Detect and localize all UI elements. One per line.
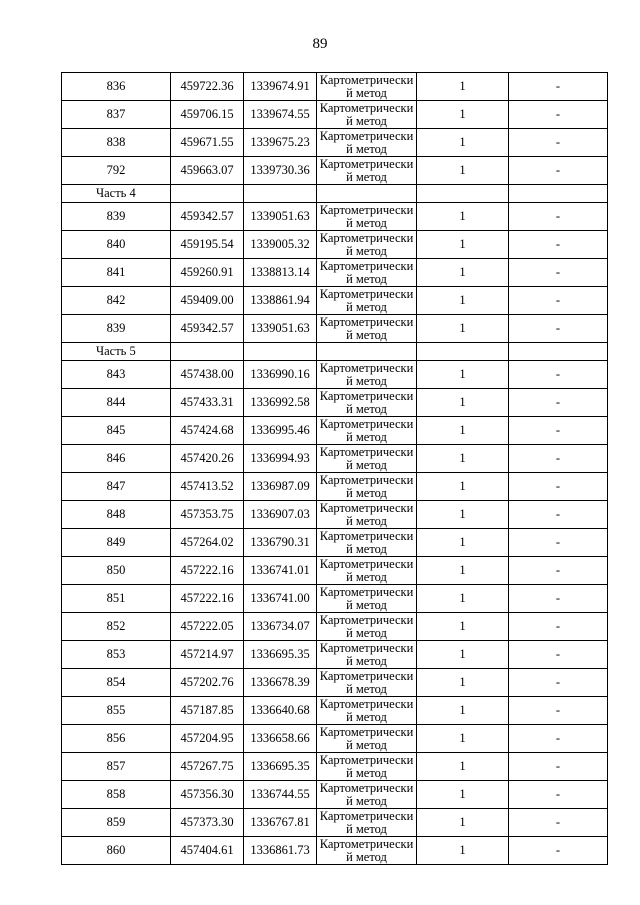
method-cell bbox=[317, 231, 417, 259]
y-coordinate-cell: 1336741.01 bbox=[244, 557, 317, 585]
method-line-1: Картометрически bbox=[319, 315, 414, 329]
method-line-2: й метод bbox=[346, 654, 387, 668]
table-row bbox=[62, 837, 608, 865]
x-coordinate-cell: 457204.95 bbox=[171, 725, 244, 753]
x-coordinate-cell: 459342.57 bbox=[171, 315, 244, 343]
point-number-cell: 859 bbox=[62, 809, 171, 837]
description-cell: - bbox=[509, 557, 608, 585]
point-number-cell: 853 bbox=[62, 641, 171, 669]
x-coordinate-cell: 459342.57 bbox=[171, 203, 244, 231]
x-coordinate-cell: 457214.97 bbox=[171, 641, 244, 669]
y-coordinate-cell: 1336987.09 bbox=[244, 473, 317, 501]
x-coordinate-cell: 459260.91 bbox=[171, 259, 244, 287]
method-line-2: й метод bbox=[346, 626, 387, 640]
method-line-1: Картометрически bbox=[319, 129, 414, 143]
description-cell: - bbox=[509, 837, 608, 865]
accuracy-cell: 1 bbox=[417, 287, 509, 315]
method-line-2: й метод bbox=[346, 86, 387, 100]
method-line-2: й метод bbox=[346, 850, 387, 864]
description-cell: - bbox=[509, 753, 608, 781]
y-coordinate-cell: 1336907.03 bbox=[244, 501, 317, 529]
description-cell: - bbox=[509, 725, 608, 753]
y-coordinate-cell: 1336992.58 bbox=[244, 389, 317, 417]
y-coordinate-cell: 1339674.55 bbox=[244, 101, 317, 129]
y-coordinate-cell: 1336741.00 bbox=[244, 585, 317, 613]
description-cell: - bbox=[509, 529, 608, 557]
x-coordinate-cell: 457222.16 bbox=[171, 557, 244, 585]
y-coordinate-cell: 1336744.55 bbox=[244, 781, 317, 809]
y-coordinate-cell: 1339675.23 bbox=[244, 129, 317, 157]
point-number-cell: 854 bbox=[62, 669, 171, 697]
point-number-cell: 855 bbox=[62, 697, 171, 725]
method-line-2: й метод bbox=[346, 598, 387, 612]
empty-cell bbox=[417, 185, 509, 203]
method-line-2: й метод bbox=[346, 458, 387, 472]
y-coordinate-cell: 1336640.68 bbox=[244, 697, 317, 725]
table-row bbox=[62, 809, 608, 837]
accuracy-cell: 1 bbox=[417, 361, 509, 389]
coordinates-table bbox=[61, 72, 608, 865]
x-coordinate-cell: 457433.31 bbox=[171, 389, 244, 417]
method-line-2: й метод bbox=[346, 300, 387, 314]
method-line-1: Картометрически bbox=[319, 557, 414, 571]
method-cell bbox=[317, 129, 417, 157]
empty-cell bbox=[509, 343, 608, 361]
table-row bbox=[62, 725, 608, 753]
y-coordinate-cell: 1339005.32 bbox=[244, 231, 317, 259]
method-cell bbox=[317, 287, 417, 315]
method-cell bbox=[317, 809, 417, 837]
method-line-1: Картометрически bbox=[319, 473, 414, 487]
table-row bbox=[62, 473, 608, 501]
y-coordinate-cell: 1336994.93 bbox=[244, 445, 317, 473]
method-line-2: й метод bbox=[346, 570, 387, 584]
accuracy-cell: 1 bbox=[417, 585, 509, 613]
method-cell bbox=[317, 361, 417, 389]
y-coordinate-cell: 1336767.81 bbox=[244, 809, 317, 837]
method-line-2: й метод bbox=[346, 794, 387, 808]
table-row bbox=[62, 73, 608, 101]
y-coordinate-cell: 1336695.35 bbox=[244, 641, 317, 669]
point-number-cell: 857 bbox=[62, 753, 171, 781]
page-number: 89 bbox=[312, 36, 328, 52]
empty-cell bbox=[317, 343, 417, 361]
accuracy-cell: 1 bbox=[417, 203, 509, 231]
table-row bbox=[62, 585, 608, 613]
accuracy-cell: 1 bbox=[417, 529, 509, 557]
method-cell bbox=[317, 585, 417, 613]
method-line-1: Картометрически bbox=[319, 641, 414, 655]
empty-cell bbox=[417, 343, 509, 361]
point-number-cell: 846 bbox=[62, 445, 171, 473]
description-cell: - bbox=[509, 231, 608, 259]
x-coordinate-cell: 457267.75 bbox=[171, 753, 244, 781]
method-cell bbox=[317, 557, 417, 585]
table-row bbox=[62, 417, 608, 445]
method-line-1: Картометрически bbox=[319, 389, 414, 403]
empty-cell bbox=[171, 185, 244, 203]
point-number-cell: 841 bbox=[62, 259, 171, 287]
table-row bbox=[62, 445, 608, 473]
method-line-1: Картометрически bbox=[319, 231, 414, 245]
x-coordinate-cell: 457420.26 bbox=[171, 445, 244, 473]
point-number-cell: 843 bbox=[62, 361, 171, 389]
point-number-cell: 858 bbox=[62, 781, 171, 809]
x-coordinate-cell: 457404.61 bbox=[171, 837, 244, 865]
point-number-cell: 851 bbox=[62, 585, 171, 613]
accuracy-cell: 1 bbox=[417, 725, 509, 753]
point-number-cell: 836 bbox=[62, 73, 171, 101]
accuracy-cell: 1 bbox=[417, 417, 509, 445]
method-line-1: Картометрически bbox=[319, 781, 414, 795]
method-line-2: й метод bbox=[346, 766, 387, 780]
description-cell: - bbox=[509, 585, 608, 613]
section-row bbox=[62, 343, 608, 361]
description-cell: - bbox=[509, 445, 608, 473]
point-number-cell: 792 bbox=[62, 157, 171, 185]
x-coordinate-cell: 459706.15 bbox=[171, 101, 244, 129]
point-number-cell: 860 bbox=[62, 837, 171, 865]
description-cell: - bbox=[509, 361, 608, 389]
description-cell: - bbox=[509, 417, 608, 445]
description-cell: - bbox=[509, 287, 608, 315]
point-number-cell: 845 bbox=[62, 417, 171, 445]
description-cell: - bbox=[509, 157, 608, 185]
accuracy-cell: 1 bbox=[417, 445, 509, 473]
empty-cell bbox=[171, 343, 244, 361]
method-cell bbox=[317, 315, 417, 343]
point-number-cell: 839 bbox=[62, 315, 171, 343]
x-coordinate-cell: 459722.36 bbox=[171, 73, 244, 101]
method-line-2: й метод bbox=[346, 682, 387, 696]
method-line-2: й метод bbox=[346, 542, 387, 556]
table-row bbox=[62, 203, 608, 231]
point-number-cell: 852 bbox=[62, 613, 171, 641]
x-coordinate-cell: 457222.16 bbox=[171, 585, 244, 613]
method-line-2: й метод bbox=[346, 272, 387, 286]
method-line-1: Картометрически bbox=[319, 445, 414, 459]
y-coordinate-cell: 1336861.73 bbox=[244, 837, 317, 865]
empty-cell bbox=[317, 185, 417, 203]
x-coordinate-cell: 457187.85 bbox=[171, 697, 244, 725]
method-line-1: Картометрически bbox=[319, 809, 414, 823]
method-cell bbox=[317, 501, 417, 529]
method-cell bbox=[317, 417, 417, 445]
table-row bbox=[62, 669, 608, 697]
table-row bbox=[62, 613, 608, 641]
description-cell: - bbox=[509, 473, 608, 501]
method-line-2: й метод bbox=[346, 114, 387, 128]
y-coordinate-cell: 1338813.14 bbox=[244, 259, 317, 287]
accuracy-cell: 1 bbox=[417, 259, 509, 287]
x-coordinate-cell: 457373.30 bbox=[171, 809, 244, 837]
point-number-cell: 838 bbox=[62, 129, 171, 157]
empty-cell bbox=[509, 185, 608, 203]
method-line-2: й метод bbox=[346, 514, 387, 528]
method-cell bbox=[317, 73, 417, 101]
accuracy-cell: 1 bbox=[417, 753, 509, 781]
table-row bbox=[62, 529, 608, 557]
method-cell bbox=[317, 641, 417, 669]
method-cell bbox=[317, 473, 417, 501]
accuracy-cell: 1 bbox=[417, 837, 509, 865]
y-coordinate-cell: 1339674.91 bbox=[244, 73, 317, 101]
method-line-1: Картометрически bbox=[319, 837, 414, 851]
y-coordinate-cell: 1336995.46 bbox=[244, 417, 317, 445]
description-cell: - bbox=[509, 697, 608, 725]
point-number-cell: 849 bbox=[62, 529, 171, 557]
description-cell: - bbox=[509, 203, 608, 231]
method-cell bbox=[317, 725, 417, 753]
table-row bbox=[62, 641, 608, 669]
accuracy-cell: 1 bbox=[417, 73, 509, 101]
method-line-1: Картометрически bbox=[319, 417, 414, 431]
accuracy-cell: 1 bbox=[417, 129, 509, 157]
method-line-1: Картометрически bbox=[319, 101, 414, 115]
description-cell: - bbox=[509, 613, 608, 641]
accuracy-cell: 1 bbox=[417, 231, 509, 259]
table-row bbox=[62, 697, 608, 725]
accuracy-cell: 1 bbox=[417, 501, 509, 529]
accuracy-cell: 1 bbox=[417, 473, 509, 501]
table-row bbox=[62, 501, 608, 529]
accuracy-cell: 1 bbox=[417, 781, 509, 809]
method-line-2: й метод bbox=[346, 822, 387, 836]
empty-cell bbox=[244, 343, 317, 361]
point-number-cell: 844 bbox=[62, 389, 171, 417]
y-coordinate-cell: 1336990.16 bbox=[244, 361, 317, 389]
table-row bbox=[62, 753, 608, 781]
method-line-1: Картометрически bbox=[319, 613, 414, 627]
method-line-1: Картометрически bbox=[319, 753, 414, 767]
x-coordinate-cell: 457438.00 bbox=[171, 361, 244, 389]
y-coordinate-cell: 1339051.63 bbox=[244, 203, 317, 231]
method-line-2: й метод bbox=[346, 738, 387, 752]
method-line-1: Картометрически bbox=[319, 157, 414, 171]
table-row bbox=[62, 315, 608, 343]
method-line-2: й метод bbox=[346, 170, 387, 184]
point-number-cell: 850 bbox=[62, 557, 171, 585]
method-cell bbox=[317, 613, 417, 641]
x-coordinate-cell: 457264.02 bbox=[171, 529, 244, 557]
description-cell: - bbox=[509, 315, 608, 343]
method-cell bbox=[317, 697, 417, 725]
accuracy-cell: 1 bbox=[417, 157, 509, 185]
x-coordinate-cell: 459663.07 bbox=[171, 157, 244, 185]
description-cell: - bbox=[509, 669, 608, 697]
method-cell bbox=[317, 781, 417, 809]
method-line-1: Картометрически bbox=[319, 73, 414, 87]
table-row bbox=[62, 101, 608, 129]
description-cell: - bbox=[509, 129, 608, 157]
description-cell: - bbox=[509, 501, 608, 529]
accuracy-cell: 1 bbox=[417, 669, 509, 697]
accuracy-cell: 1 bbox=[417, 389, 509, 417]
description-cell: - bbox=[509, 101, 608, 129]
method-line-1: Картометрически bbox=[319, 725, 414, 739]
point-number-cell: 848 bbox=[62, 501, 171, 529]
y-coordinate-cell: 1336658.66 bbox=[244, 725, 317, 753]
y-coordinate-cell: 1336695.35 bbox=[244, 753, 317, 781]
method-cell bbox=[317, 669, 417, 697]
method-line-1: Картометрически bbox=[319, 287, 414, 301]
table-row bbox=[62, 157, 608, 185]
section-label: Часть 4 bbox=[62, 185, 171, 203]
method-line-2: й метод bbox=[346, 430, 387, 444]
method-cell bbox=[317, 157, 417, 185]
table-row bbox=[62, 231, 608, 259]
method-cell bbox=[317, 203, 417, 231]
method-line-2: й метод bbox=[346, 374, 387, 388]
method-line-2: й метод bbox=[346, 328, 387, 342]
x-coordinate-cell: 457413.52 bbox=[171, 473, 244, 501]
method-line-1: Картометрически bbox=[319, 361, 414, 375]
x-coordinate-cell: 457202.76 bbox=[171, 669, 244, 697]
point-number-cell: 847 bbox=[62, 473, 171, 501]
method-cell bbox=[317, 259, 417, 287]
y-coordinate-cell: 1336790.31 bbox=[244, 529, 317, 557]
accuracy-cell: 1 bbox=[417, 809, 509, 837]
x-coordinate-cell: 457424.68 bbox=[171, 417, 244, 445]
method-cell bbox=[317, 837, 417, 865]
method-line-1: Картометрически bbox=[319, 697, 414, 711]
coordinates-table-body bbox=[62, 73, 608, 865]
accuracy-cell: 1 bbox=[417, 613, 509, 641]
method-line-1: Картометрически bbox=[319, 669, 414, 683]
accuracy-cell: 1 bbox=[417, 697, 509, 725]
y-coordinate-cell: 1336734.07 bbox=[244, 613, 317, 641]
method-line-2: й метод bbox=[346, 710, 387, 724]
method-line-1: Картометрически bbox=[319, 259, 414, 273]
x-coordinate-cell: 459195.54 bbox=[171, 231, 244, 259]
x-coordinate-cell: 457353.75 bbox=[171, 501, 244, 529]
point-number-cell: 842 bbox=[62, 287, 171, 315]
method-line-2: й метод bbox=[346, 244, 387, 258]
point-number-cell: 839 bbox=[62, 203, 171, 231]
section-label: Часть 5 bbox=[62, 343, 171, 361]
method-line-1: Картометрически bbox=[319, 501, 414, 515]
description-cell: - bbox=[509, 809, 608, 837]
table-row bbox=[62, 389, 608, 417]
accuracy-cell: 1 bbox=[417, 101, 509, 129]
y-coordinate-cell: 1339051.63 bbox=[244, 315, 317, 343]
empty-cell bbox=[244, 185, 317, 203]
description-cell: - bbox=[509, 73, 608, 101]
description-cell: - bbox=[509, 259, 608, 287]
section-row bbox=[62, 185, 608, 203]
description-cell: - bbox=[509, 781, 608, 809]
method-line-1: Картометрически bbox=[319, 529, 414, 543]
table-row bbox=[62, 259, 608, 287]
method-line-2: й метод bbox=[346, 486, 387, 500]
method-line-2: й метод bbox=[346, 402, 387, 416]
point-number-cell: 837 bbox=[62, 101, 171, 129]
method-line-1: Картометрически bbox=[319, 585, 414, 599]
accuracy-cell: 1 bbox=[417, 315, 509, 343]
accuracy-cell: 1 bbox=[417, 641, 509, 669]
point-number-cell: 856 bbox=[62, 725, 171, 753]
x-coordinate-cell: 459409.00 bbox=[171, 287, 244, 315]
x-coordinate-cell: 457356.30 bbox=[171, 781, 244, 809]
y-coordinate-cell: 1336678.39 bbox=[244, 669, 317, 697]
x-coordinate-cell: 457222.05 bbox=[171, 613, 244, 641]
table-row bbox=[62, 129, 608, 157]
point-number-cell: 840 bbox=[62, 231, 171, 259]
table-row bbox=[62, 361, 608, 389]
x-coordinate-cell: 459671.55 bbox=[171, 129, 244, 157]
method-cell bbox=[317, 753, 417, 781]
table-row bbox=[62, 557, 608, 585]
table-row bbox=[62, 287, 608, 315]
y-coordinate-cell: 1339730.36 bbox=[244, 157, 317, 185]
description-cell: - bbox=[509, 641, 608, 669]
description-cell: - bbox=[509, 389, 608, 417]
method-cell bbox=[317, 389, 417, 417]
method-line-1: Картометрически bbox=[319, 203, 414, 217]
accuracy-cell: 1 bbox=[417, 557, 509, 585]
method-cell bbox=[317, 529, 417, 557]
table-row bbox=[62, 781, 608, 809]
method-cell bbox=[317, 101, 417, 129]
y-coordinate-cell: 1338861.94 bbox=[244, 287, 317, 315]
method-line-2: й метод bbox=[346, 142, 387, 156]
method-cell bbox=[317, 445, 417, 473]
method-line-2: й метод bbox=[346, 216, 387, 230]
